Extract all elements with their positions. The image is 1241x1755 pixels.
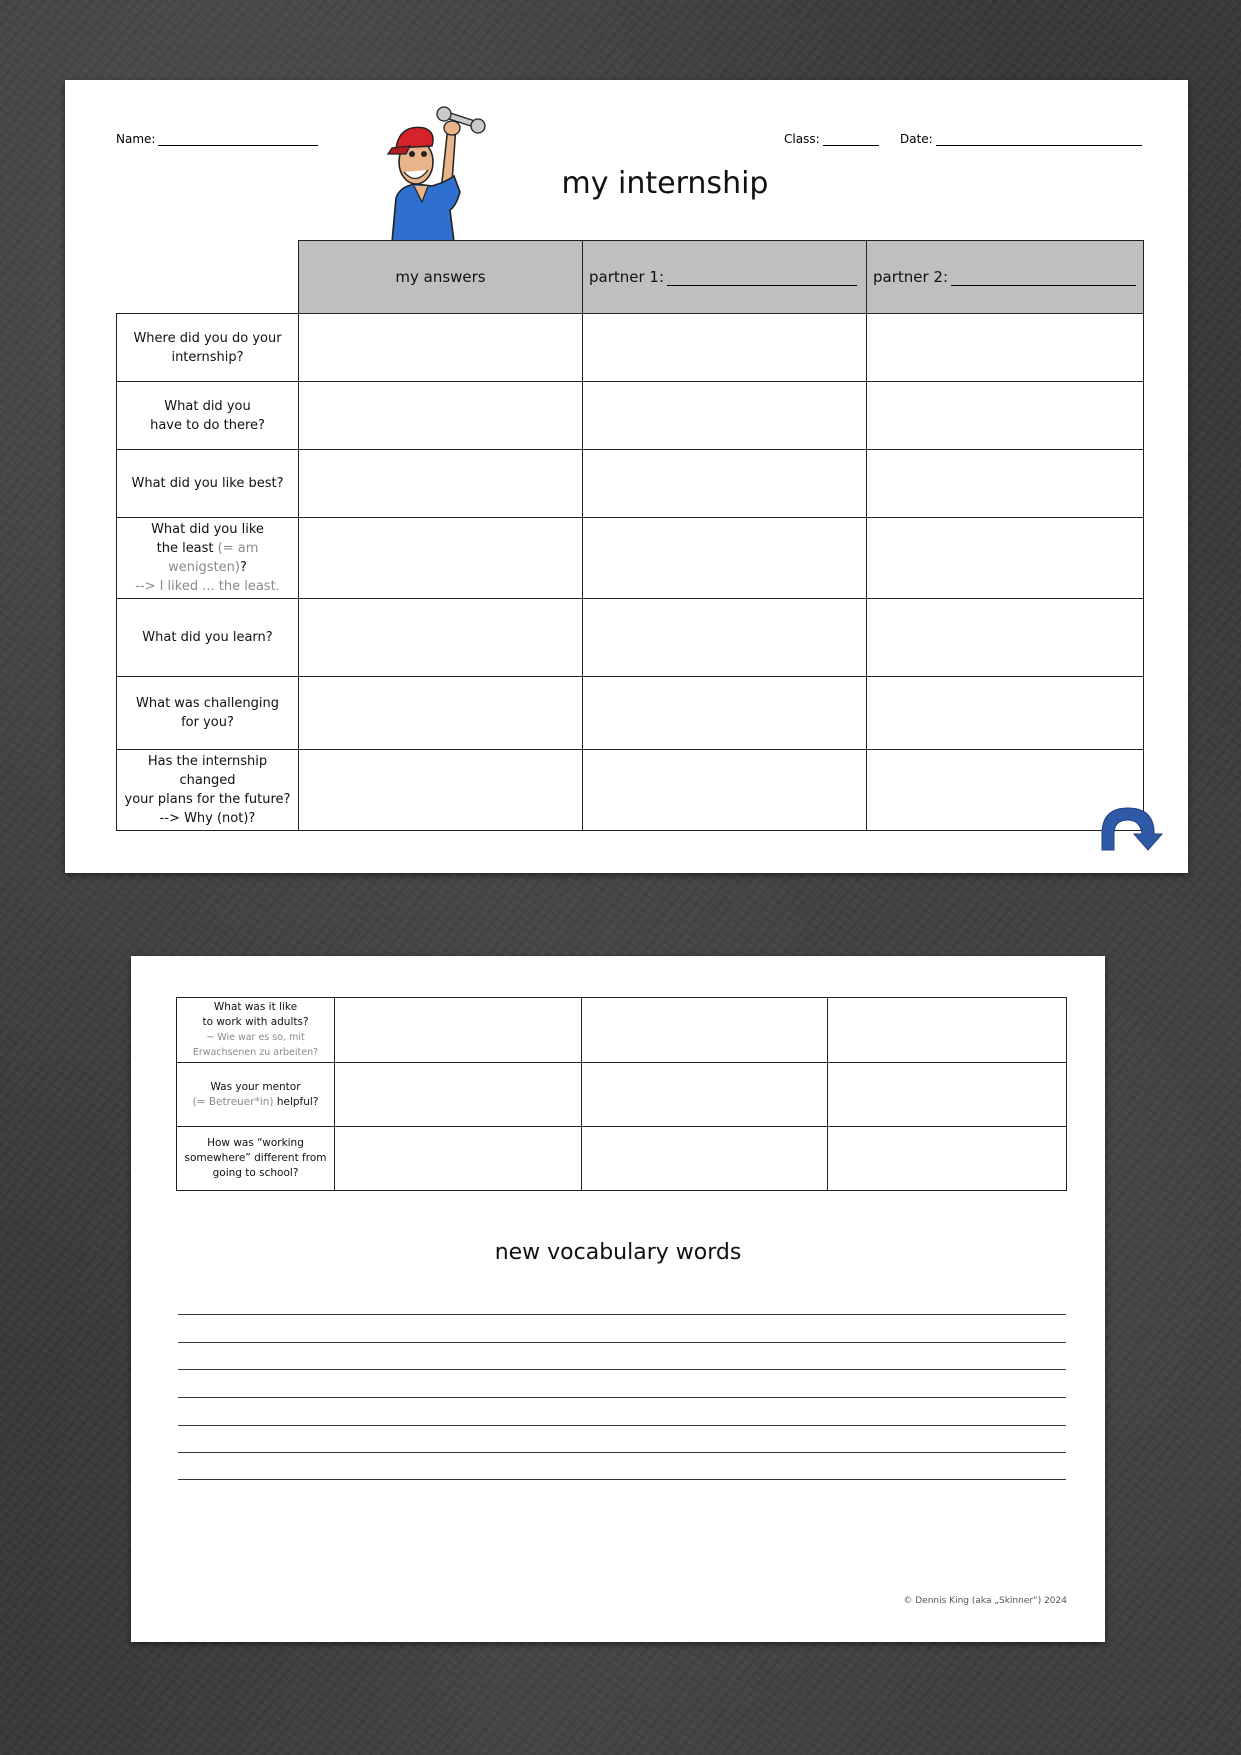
worksheet-page-2	[131, 956, 1105, 1642]
empty-corner-cell	[117, 241, 299, 314]
answer-cell-partner-2[interactable]	[867, 450, 1144, 518]
partner-2-name-line[interactable]	[951, 271, 1136, 286]
answer-cell-my-answers[interactable]	[299, 599, 583, 677]
class-label: Class:	[784, 132, 820, 146]
answer-cell-partner-1[interactable]	[583, 382, 867, 450]
question-cell: What was it like to work with adults? ~ Wie war es so, mit Erwachsenen zu arbeiten?	[177, 998, 335, 1063]
question-cell: What did you like the least (= am wenigsten)? --> I liked ... the least.	[117, 518, 299, 599]
mechanic-illustration	[370, 106, 490, 242]
answer-cell-partner-2[interactable]	[828, 1063, 1067, 1127]
table-row	[117, 314, 1144, 382]
column-header-partner-2	[867, 241, 1144, 314]
question-cell: Where did you do your internship?	[117, 314, 299, 382]
table-row	[117, 677, 1144, 750]
column-header-partner-1	[583, 241, 867, 314]
table-row	[177, 1063, 1067, 1127]
answer-cell-my-answers[interactable]	[299, 382, 583, 450]
answer-cell-partner-1[interactable]	[583, 450, 867, 518]
question-cell: Was your mentor (= Betreuer*in) helpful?	[177, 1063, 335, 1127]
answer-cell-partner-2[interactable]	[867, 518, 1144, 599]
answer-cell-my-answers[interactable]	[299, 314, 583, 382]
answer-cell-my-answers[interactable]	[299, 750, 583, 831]
column-header-my-answers: my answers	[299, 241, 583, 314]
copyright-note: © Dennis King (aka „Skinner“) 2024	[903, 1596, 1067, 1606]
name-field	[116, 132, 318, 146]
table-row	[177, 1127, 1067, 1191]
name-label: Name:	[116, 132, 156, 146]
table-row	[177, 998, 1067, 1063]
answer-cell-partner-1[interactable]	[582, 1127, 828, 1191]
table-row	[117, 599, 1144, 677]
table-row	[117, 382, 1144, 450]
answer-cell-my-answers[interactable]	[335, 998, 582, 1063]
follow-up-question-table	[176, 997, 1067, 1191]
class-line[interactable]	[823, 133, 879, 146]
answer-cell-my-answers[interactable]	[335, 1063, 582, 1127]
table-row	[117, 750, 1144, 831]
answer-cell-partner-2[interactable]	[828, 998, 1067, 1063]
partner-1-label: partner 1:	[589, 268, 665, 286]
answer-cell-my-answers[interactable]	[335, 1127, 582, 1191]
vocabulary-line[interactable]	[178, 1452, 1066, 1453]
question-cell: How was “working somewhere” different from going to school?	[177, 1127, 335, 1191]
internship-question-table	[116, 240, 1144, 831]
question-cell: What did you like best?	[117, 450, 299, 518]
answer-cell-my-answers[interactable]	[299, 450, 583, 518]
vocabulary-line[interactable]	[178, 1479, 1066, 1480]
vocabulary-line[interactable]	[178, 1397, 1066, 1398]
name-line[interactable]	[158, 133, 318, 146]
vocabulary-line[interactable]	[178, 1425, 1066, 1426]
question-cell: What was challenging for you?	[117, 677, 299, 750]
answer-cell-partner-2[interactable]	[828, 1127, 1067, 1191]
partner-2-label: partner 2:	[873, 268, 949, 286]
page-title: my internship	[561, 166, 769, 201]
question-cell: Has the internship changed your plans for the future? --> Why (not)?	[117, 750, 299, 831]
table-row	[117, 518, 1144, 599]
answer-cell-partner-2[interactable]	[867, 599, 1144, 677]
answer-cell-partner-1[interactable]	[583, 599, 867, 677]
answer-cell-my-answers[interactable]	[299, 518, 583, 599]
question-cell: What did you learn?	[117, 599, 299, 677]
turn-page-arrow-icon	[1098, 804, 1164, 852]
table-header-row	[117, 241, 1144, 314]
answer-cell-partner-2[interactable]	[867, 314, 1144, 382]
answer-cell-partner-2[interactable]	[867, 382, 1144, 450]
vocabulary-line[interactable]	[178, 1369, 1066, 1370]
date-label: Date:	[900, 132, 933, 146]
answer-cell-partner-1[interactable]	[582, 998, 828, 1063]
answer-cell-partner-1[interactable]	[583, 518, 867, 599]
answer-cell-partner-1[interactable]	[583, 677, 867, 750]
answer-cell-partner-1[interactable]	[582, 1063, 828, 1127]
vocabulary-line[interactable]	[178, 1314, 1066, 1315]
class-field	[784, 132, 879, 146]
answer-cell-partner-1[interactable]	[583, 314, 867, 382]
date-line[interactable]	[936, 133, 1142, 146]
answer-cell-partner-1[interactable]	[583, 750, 867, 831]
question-cell: What did you have to do there?	[117, 382, 299, 450]
answer-cell-my-answers[interactable]	[299, 677, 583, 750]
vocabulary-line[interactable]	[178, 1342, 1066, 1343]
answer-cell-partner-2[interactable]	[867, 677, 1144, 750]
date-field	[900, 132, 1142, 146]
vocabulary-title: new vocabulary words	[494, 1240, 742, 1265]
worksheet-page-1	[65, 80, 1188, 873]
table-row	[117, 450, 1144, 518]
partner-1-name-line[interactable]	[667, 271, 857, 286]
